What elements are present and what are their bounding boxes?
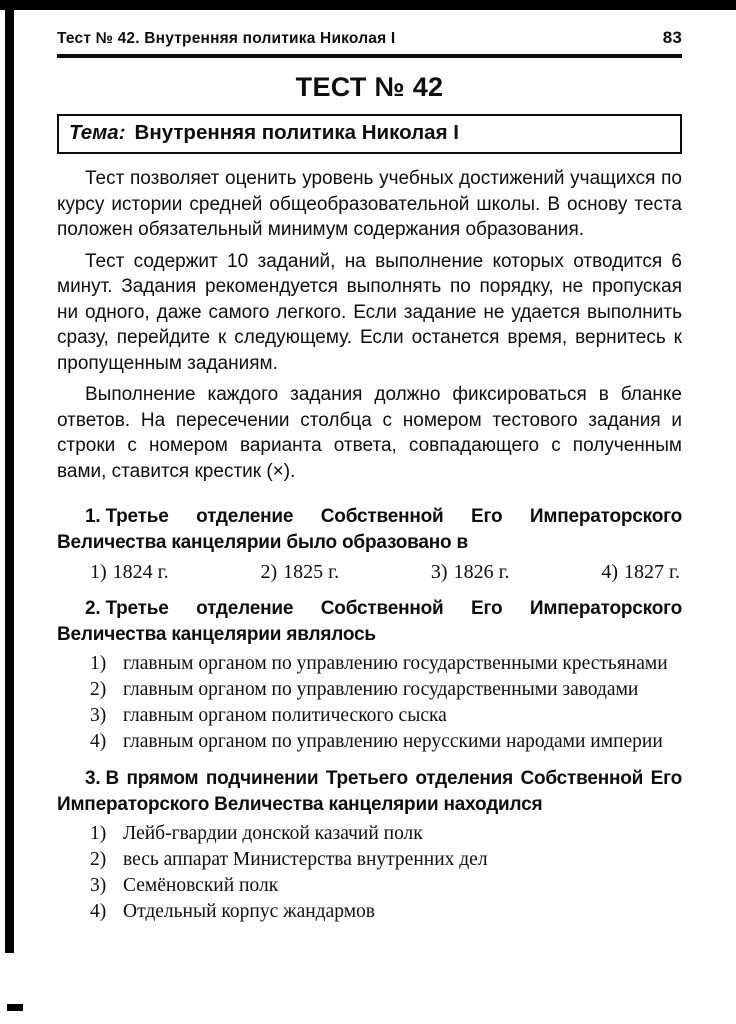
option-text: 1827 г. xyxy=(624,561,680,583)
option-text: Отдельный корпус жандармов xyxy=(123,901,375,922)
scan-edge-top xyxy=(0,0,736,10)
option-text: Лейб-гвардии донской казачий полк xyxy=(123,823,423,844)
question-number: 2. xyxy=(85,598,101,619)
intro-paragraph: Выполнение каждого задания должно фиксироваться в бланке ответов. На пересечении столбца с номером тестового задания и строки с номером варианта ответа, совпадающего с полученным вами, ставится крестик (×). xyxy=(57,384,682,482)
option-number: 4) xyxy=(90,901,107,922)
option-number: 1) xyxy=(90,823,107,844)
option-item xyxy=(90,729,682,755)
question-number: 3. xyxy=(85,768,101,789)
option-item xyxy=(90,899,682,925)
question-stem: 3. В прямом подчинении Третьего отделения Собственной Его Императорского Величества канцелярии находился xyxy=(57,768,682,815)
theme-label: Тема: xyxy=(69,121,126,144)
intro-section xyxy=(57,166,682,484)
option-item xyxy=(90,821,682,847)
option-text: Семёновский полк xyxy=(123,875,279,896)
question-3 xyxy=(57,766,682,925)
scan-edge-bottom-mark xyxy=(7,1004,23,1011)
intro-paragraph: Тест содержит 10 заданий, на выполнение которых отводится 6 минут. Задания рекомендуется выполнять по порядку, не пропуская ни одного, даже самого легкого. Если задание не удается выполнить сразу, перейдите к следующему. Если останется время, вернитесь к пропущенным заданиям. xyxy=(57,250,682,374)
option-text: 1826 г. xyxy=(453,561,510,583)
intro-paragraph: Тест позволяет оценить уровень учебных достижений учащихся по курсу истории средней общеобразовательной школы. В основу теста положен обязательный минимум содержания образования. xyxy=(57,168,682,240)
option-number: 1) xyxy=(90,653,107,674)
option-text: 1824 г. xyxy=(112,561,169,583)
option-text: 1825 г. xyxy=(283,561,340,583)
option-number: 2) xyxy=(90,679,107,700)
question-3-options xyxy=(57,821,682,925)
header-rule xyxy=(57,54,682,58)
option-text: весь аппарат Министерства внутренних дел xyxy=(123,849,488,870)
option-text: главным органом политического сыска xyxy=(123,705,447,726)
option-number: 4) xyxy=(90,731,107,752)
theme-box xyxy=(57,114,682,154)
running-header xyxy=(57,28,682,48)
option-item xyxy=(601,559,680,585)
running-header-title: Тест № 42. Внутренняя политика Николая I xyxy=(57,30,396,47)
option-text: главным органом по управлению нерусскими народами империи xyxy=(123,731,663,752)
option-number: 2) xyxy=(90,849,107,870)
page-number: 83 xyxy=(662,28,682,47)
option-number: 3) xyxy=(430,561,448,583)
option-number: 1) xyxy=(90,561,107,583)
option-number: 3) xyxy=(90,705,107,726)
option-text: главным органом по управлению государственными крестьянами xyxy=(123,653,668,674)
option-item xyxy=(260,559,339,585)
question-stem: 2. Третье отделение Собственной Его Императорского Величества канцелярии являлось xyxy=(57,598,682,645)
option-item xyxy=(90,873,682,899)
option-item xyxy=(431,559,510,585)
option-item xyxy=(90,677,682,703)
option-item xyxy=(90,559,169,585)
question-stem: 1. Третье отделение Собственной Его Императорского Величества канцелярии было образовано в xyxy=(57,506,682,553)
option-item xyxy=(90,651,682,677)
option-number: 3) xyxy=(90,875,107,896)
option-text: главным органом по управлению государственными заводами xyxy=(123,679,639,700)
option-item xyxy=(90,703,682,729)
question-1 xyxy=(57,504,682,585)
theme-text: Внутренняя политика Николая I xyxy=(134,121,459,144)
page-content xyxy=(57,28,682,925)
scan-edge-left xyxy=(5,0,14,953)
question-2 xyxy=(57,596,682,755)
question-number: 1. xyxy=(85,506,101,527)
question-2-options xyxy=(57,651,682,755)
question-1-options xyxy=(90,559,680,585)
option-number: 4) xyxy=(601,561,619,583)
option-item xyxy=(90,847,682,873)
option-number: 2) xyxy=(260,561,278,583)
page-title: ТЕСТ № 42 xyxy=(295,72,444,102)
